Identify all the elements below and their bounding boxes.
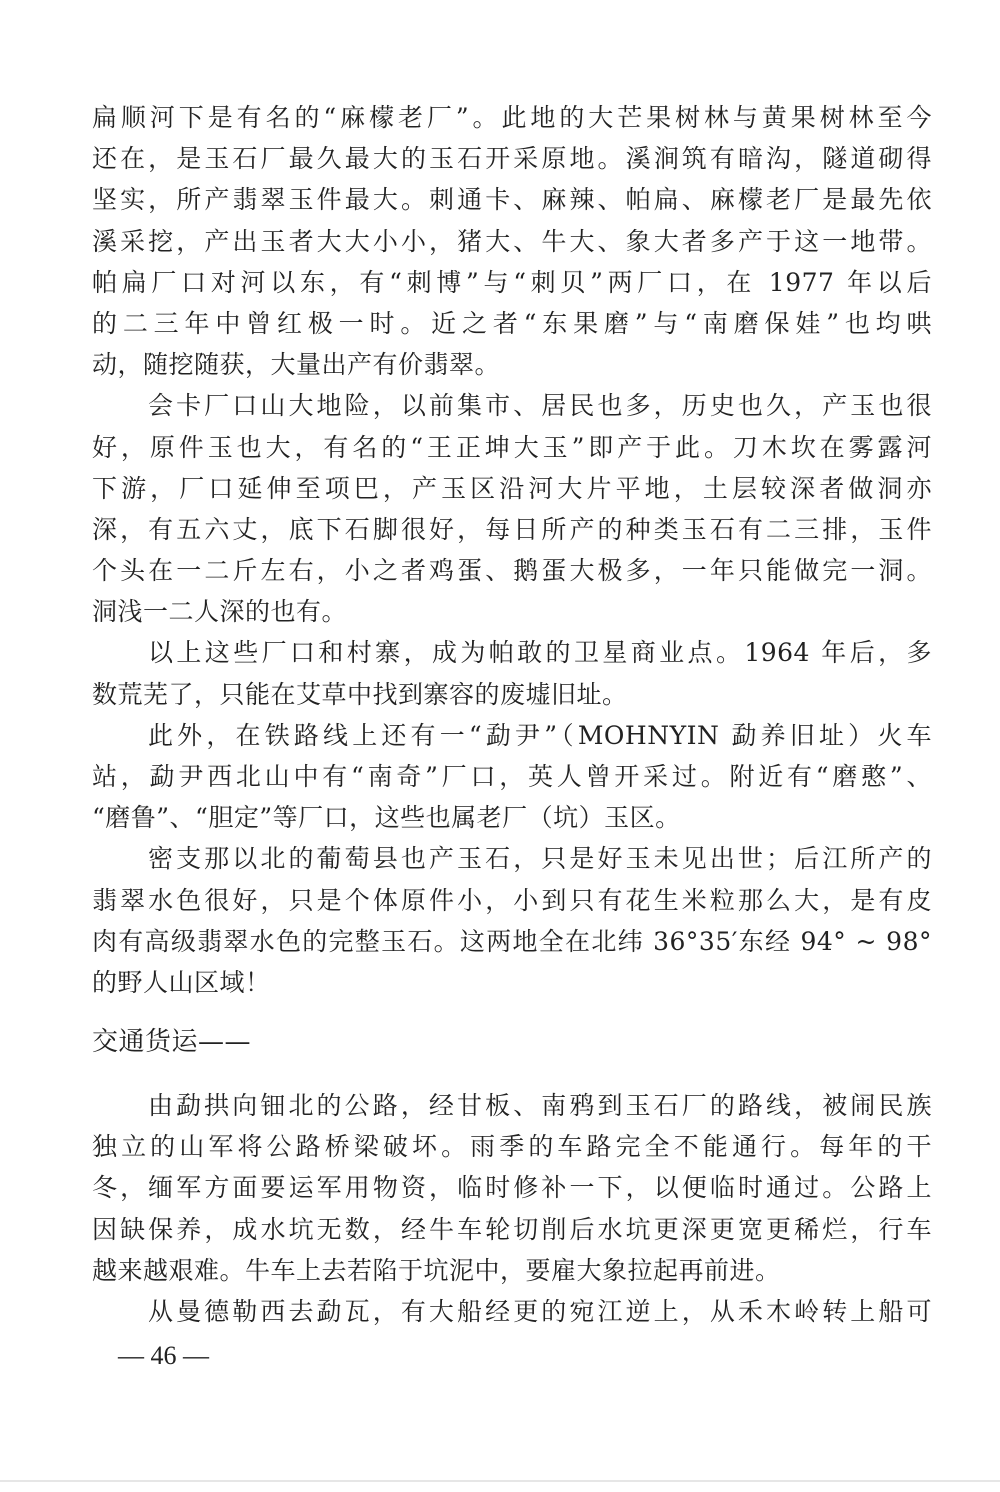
text-line: 的二三年中曾红极一时。近之者“东果磨”与“南磨保娃”也均哄	[92, 308, 932, 338]
text-line: 由勐拱向钿北的公路，经甘板、南鸦到玉石厂的路线，被闹民族	[148, 1091, 932, 1120]
text-line: 站，勐尹西北山中有“南奇”厂口，英人曾开采过。附近有“磨憨”、	[92, 762, 932, 791]
text-line: 因缺保养，成水坑无数，经牛车轮切削后水坑更深更宽更稀烂，行车	[92, 1214, 932, 1244]
text-line: 独立的山军将公路桥梁破坏。雨季的车路完全不能通行。每年的干	[92, 1132, 932, 1162]
text-line: 以上这些厂口和村寨，成为帕敢的卫星商业点。1964 年后，多	[148, 638, 932, 668]
text-line: 密支那以北的葡萄县也产玉石，只是好玉未见出世；后江所产的	[148, 844, 932, 874]
text-line: 坚实，所产翡翠玉件最大。刺通卡、麻辣、帕扁、麻檬老厂是最先依	[92, 185, 932, 215]
text-line: 从曼德勒西去勐瓦，有大船经更的宛江逆上，从禾木岭转上船可	[148, 1296, 932, 1326]
scan-edge-divider	[0, 1480, 1000, 1482]
text-line: 深，有五六丈，底下石脚很好，每日所产的种类玉石有二三排，玉件	[92, 514, 932, 544]
text-line: 个头在一二斤左右，小之者鸡蛋、鹅蛋大极多，一年只能做完一洞。	[92, 556, 932, 586]
text-line: 冬，缅军方面要运军用物资，临时修补一下，以便临时通过。公路上	[92, 1173, 932, 1203]
text-line: 洞浅一二人深的也有。	[92, 597, 348, 627]
text-line: 此外，在铁路线上还有一“勐尹”（MOHNYIN 勐养旧址）火车	[148, 720, 932, 750]
text-line: 帕扁厂口对河以东，有“刺博”与“刺贝”两厂口，在 1977 年以后	[92, 267, 932, 297]
text-line: 越来越艰难。牛车上去若陷于坑泥中，要雇大象拉起再前进。	[92, 1255, 781, 1285]
text-line: 的野人山区域！	[92, 967, 271, 997]
text-line: 肉有高级翡翠水色的完整玉石。这两地全在北纬 36°35′东经 94° ~ 98°	[92, 926, 932, 956]
text-line: 好，原件玉也大，有名的“王正坤大玉”即产于此。刀木坎在雾露河	[92, 432, 932, 462]
text-line: 还在，是玉石厂最久最大的玉石开采原地。溪涧筑有暗沟，隧道砌得	[92, 144, 932, 174]
text-line: 下游，厂口延伸至项巴，产玉区沿河大片平地，土层较深者做洞亦	[92, 473, 932, 503]
text-line: 会卡厂口山大地险，以前集市、居民也多，历史也久，产玉也很	[148, 391, 932, 421]
section-heading: 交通货运——	[92, 1027, 252, 1057]
text-line: 动，随挖随获，大量出产有价翡翠。	[92, 350, 501, 380]
page-number: — 46 —	[118, 1341, 209, 1370]
section-body-text	[92, 1085, 932, 1332]
text-line: 翡翠水色很好，只是个体原件小，小到只有花生米粒那么大，是有皮	[92, 885, 932, 915]
text-line: 扁顺河下是有名的“麻檬老厂”。此地的大芒果树林与黄果树林至今	[92, 103, 932, 132]
text-line: “磨鲁”、“胆定”等厂口，这些也属老厂（坑）玉区。	[92, 803, 681, 833]
body-text	[92, 97, 932, 1003]
text-line: 溪采挖，产出玉者大大小小，猪大、牛大、象大者多产于这一地带。	[92, 226, 932, 256]
text-line: 数荒芜了，只能在艾草中找到寨容的废墟旧址。	[92, 679, 628, 709]
